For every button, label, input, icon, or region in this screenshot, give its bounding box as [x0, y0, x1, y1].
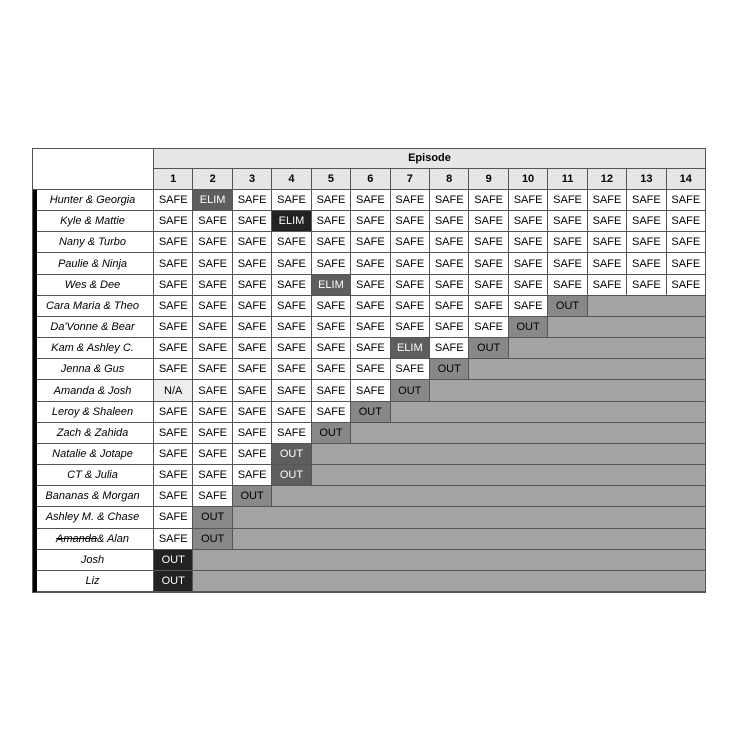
header-corner — [32, 148, 154, 190]
result-cell: SAFE — [193, 423, 232, 444]
eliminated-fill — [469, 359, 706, 380]
result-cell: SAFE — [193, 296, 232, 317]
result-cell: SAFE — [430, 317, 469, 338]
result-cell: SAFE — [509, 296, 548, 317]
eliminated-fill — [233, 529, 706, 550]
team-marker — [32, 444, 37, 465]
result-cell: SAFE — [548, 232, 587, 253]
result-cell: SAFE — [627, 232, 666, 253]
result-cell: SAFE — [509, 232, 548, 253]
result-cell: SAFE — [351, 190, 390, 211]
team-name: Amanda & Josh — [32, 380, 154, 401]
result-cell: SAFE — [272, 317, 311, 338]
result-cell: SAFE — [154, 444, 193, 465]
result-cell: SAFE — [391, 275, 430, 296]
result-cell: OUT — [430, 359, 469, 380]
eliminated-fill — [391, 402, 706, 423]
result-cell: SAFE — [509, 253, 548, 274]
team-marker — [32, 529, 37, 550]
episode-number-6: 6 — [351, 169, 390, 190]
eliminated-fill — [588, 296, 706, 317]
result-cell: OUT — [193, 507, 232, 528]
result-cell: SAFE — [154, 317, 193, 338]
result-cell: SAFE — [469, 275, 508, 296]
eliminated-fill — [272, 486, 706, 507]
result-cell: SAFE — [193, 402, 232, 423]
result-cell: SAFE — [667, 211, 706, 232]
result-cell: SAFE — [233, 275, 272, 296]
result-cell: SAFE — [233, 380, 272, 401]
team-name: Bananas & Morgan — [32, 486, 154, 507]
result-cell: SAFE — [154, 338, 193, 359]
result-cell: SAFE — [233, 317, 272, 338]
result-cell: SAFE — [509, 190, 548, 211]
result-cell: SAFE — [588, 253, 627, 274]
result-cell: ELIM — [312, 275, 351, 296]
episode-number-2: 2 — [193, 169, 232, 190]
team-marker — [32, 486, 37, 507]
result-cell: SAFE — [430, 211, 469, 232]
result-cell: SAFE — [154, 423, 193, 444]
result-cell: SAFE — [391, 232, 430, 253]
result-cell: OUT — [351, 402, 390, 423]
result-cell: SAFE — [430, 296, 469, 317]
result-cell: SAFE — [627, 275, 666, 296]
episode-number-8: 8 — [430, 169, 469, 190]
team-marker — [32, 338, 37, 359]
result-cell: SAFE — [233, 338, 272, 359]
result-cell: SAFE — [312, 296, 351, 317]
team-marker — [32, 275, 37, 296]
result-cell: SAFE — [312, 317, 351, 338]
results-table — [32, 148, 706, 593]
team-name: Zach & Zahida — [32, 423, 154, 444]
team-marker — [32, 423, 37, 444]
result-cell: SAFE — [154, 529, 193, 550]
result-cell: SAFE — [193, 380, 232, 401]
team-marker — [32, 465, 37, 486]
result-cell: SAFE — [154, 402, 193, 423]
result-cell: SAFE — [351, 359, 390, 380]
team-name: Da'Vonne & Bear — [32, 317, 154, 338]
result-cell: SAFE — [193, 211, 232, 232]
result-cell: SAFE — [193, 338, 232, 359]
episode-number-5: 5 — [312, 169, 351, 190]
result-cell: SAFE — [469, 296, 508, 317]
eliminated-fill — [430, 380, 706, 401]
result-cell: SAFE — [667, 232, 706, 253]
result-cell: SAFE — [667, 190, 706, 211]
result-cell: SAFE — [312, 190, 351, 211]
result-cell: SAFE — [469, 253, 508, 274]
result-cell: SAFE — [272, 423, 311, 444]
result-cell: SAFE — [469, 232, 508, 253]
episode-number-1: 1 — [154, 169, 193, 190]
result-cell: SAFE — [233, 211, 272, 232]
result-cell: SAFE — [193, 232, 232, 253]
episode-number-12: 12 — [588, 169, 627, 190]
team-name: Jenna & Gus — [32, 359, 154, 380]
result-cell: SAFE — [233, 402, 272, 423]
result-cell: SAFE — [667, 253, 706, 274]
eliminated-fill — [193, 571, 706, 592]
result-cell: OUT — [272, 444, 311, 465]
team-name: Kam & Ashley C. — [32, 338, 154, 359]
result-cell: SAFE — [588, 211, 627, 232]
result-cell: SAFE — [154, 232, 193, 253]
result-cell: SAFE — [312, 359, 351, 380]
result-cell: SAFE — [430, 338, 469, 359]
result-cell: SAFE — [627, 190, 666, 211]
result-cell: N/A — [154, 380, 193, 401]
episode-number-3: 3 — [233, 169, 272, 190]
result-cell: OUT — [312, 423, 351, 444]
result-cell: SAFE — [154, 507, 193, 528]
team-marker — [32, 253, 37, 274]
result-cell: OUT — [548, 296, 587, 317]
result-cell: SAFE — [233, 444, 272, 465]
eliminated-fill — [312, 444, 706, 465]
result-cell: SAFE — [272, 402, 311, 423]
eliminated-fill — [312, 465, 706, 486]
team-name: Natalie & Jotape — [32, 444, 154, 465]
result-cell: SAFE — [627, 253, 666, 274]
result-cell: SAFE — [154, 275, 193, 296]
result-cell: SAFE — [627, 211, 666, 232]
result-cell: SAFE — [272, 232, 311, 253]
team-name: Ashley M. & Chase — [32, 507, 154, 528]
result-cell: SAFE — [233, 253, 272, 274]
result-cell: OUT — [272, 465, 311, 486]
result-cell: SAFE — [154, 211, 193, 232]
result-cell: SAFE — [351, 253, 390, 274]
result-cell: SAFE — [312, 338, 351, 359]
eliminated-fill — [193, 550, 706, 571]
episode-number-14: 14 — [667, 169, 706, 190]
team-name: CT & Julia — [32, 465, 154, 486]
team-marker — [32, 550, 37, 571]
result-cell: SAFE — [351, 296, 390, 317]
result-cell: SAFE — [272, 296, 311, 317]
team-name: Nany & Turbo — [32, 232, 154, 253]
result-cell: SAFE — [430, 190, 469, 211]
team-marker — [32, 211, 37, 232]
team-marker — [32, 190, 37, 211]
result-cell: SAFE — [391, 317, 430, 338]
result-cell: OUT — [193, 529, 232, 550]
team-marker — [32, 296, 37, 317]
result-cell: SAFE — [154, 465, 193, 486]
result-cell: SAFE — [233, 423, 272, 444]
result-cell: SAFE — [272, 253, 311, 274]
result-cell: SAFE — [312, 253, 351, 274]
result-cell: SAFE — [548, 253, 587, 274]
result-cell: SAFE — [312, 380, 351, 401]
result-cell: OUT — [469, 338, 508, 359]
result-cell: SAFE — [193, 253, 232, 274]
result-cell: SAFE — [667, 275, 706, 296]
team-marker — [32, 232, 37, 253]
team-name: Leroy & Shaleen — [32, 402, 154, 423]
team-marker — [32, 507, 37, 528]
result-cell: SAFE — [351, 275, 390, 296]
result-cell: SAFE — [312, 211, 351, 232]
result-cell: SAFE — [548, 275, 587, 296]
team-name: Liz — [32, 571, 154, 592]
team-name: Kyle & Mattie — [32, 211, 154, 232]
result-cell: SAFE — [548, 211, 587, 232]
result-cell: SAFE — [391, 253, 430, 274]
result-cell: SAFE — [588, 232, 627, 253]
result-cell: SAFE — [233, 465, 272, 486]
result-cell: SAFE — [272, 275, 311, 296]
team-name: Hunter & Georgia — [32, 190, 154, 211]
result-cell: SAFE — [312, 232, 351, 253]
team-name: Wes & Dee — [32, 275, 154, 296]
result-cell: SAFE — [312, 402, 351, 423]
result-cell: SAFE — [509, 211, 548, 232]
result-cell: SAFE — [391, 296, 430, 317]
team-marker — [32, 359, 37, 380]
result-cell: OUT — [154, 550, 193, 571]
result-cell: SAFE — [154, 486, 193, 507]
result-cell: SAFE — [469, 211, 508, 232]
result-cell: SAFE — [233, 359, 272, 380]
result-cell: SAFE — [351, 317, 390, 338]
result-cell: SAFE — [351, 232, 390, 253]
result-cell: SAFE — [351, 380, 390, 401]
result-cell: SAFE — [193, 359, 232, 380]
result-cell: SAFE — [351, 211, 390, 232]
team-name: Josh — [32, 550, 154, 571]
episode-number-11: 11 — [548, 169, 587, 190]
episode-number-4: 4 — [272, 169, 311, 190]
result-cell: SAFE — [154, 253, 193, 274]
eliminated-fill — [233, 507, 706, 528]
result-cell: OUT — [391, 380, 430, 401]
team-marker — [32, 571, 37, 592]
result-cell: SAFE — [272, 380, 311, 401]
result-cell: ELIM — [391, 338, 430, 359]
result-cell: OUT — [509, 317, 548, 338]
episode-number-7: 7 — [391, 169, 430, 190]
result-cell: OUT — [233, 486, 272, 507]
result-cell: OUT — [154, 571, 193, 592]
result-cell: SAFE — [391, 211, 430, 232]
result-cell: SAFE — [272, 338, 311, 359]
eliminated-fill — [509, 338, 706, 359]
result-cell: SAFE — [233, 296, 272, 317]
result-cell: SAFE — [469, 190, 508, 211]
result-cell: SAFE — [233, 190, 272, 211]
result-cell: ELIM — [193, 190, 232, 211]
result-cell: SAFE — [272, 359, 311, 380]
team-marker — [32, 317, 37, 338]
result-cell: SAFE — [193, 465, 232, 486]
team-name: Paulie & Ninja — [32, 253, 154, 274]
eliminated-fill — [351, 423, 706, 444]
episode-number-13: 13 — [627, 169, 666, 190]
result-cell: SAFE — [430, 275, 469, 296]
result-cell: SAFE — [588, 190, 627, 211]
episode-number-9: 9 — [469, 169, 508, 190]
result-cell: SAFE — [548, 190, 587, 211]
result-cell: SAFE — [193, 486, 232, 507]
result-cell: SAFE — [193, 275, 232, 296]
eliminated-fill — [548, 317, 706, 338]
result-cell: SAFE — [430, 232, 469, 253]
result-cell: SAFE — [351, 338, 390, 359]
team-name: Cara Maria & Theo — [32, 296, 154, 317]
team-name-struck: Amanda — [56, 532, 97, 545]
result-cell: SAFE — [430, 253, 469, 274]
result-cell: SAFE — [469, 317, 508, 338]
team-name — [32, 529, 154, 550]
result-cell: SAFE — [154, 359, 193, 380]
result-cell: SAFE — [154, 190, 193, 211]
result-cell: SAFE — [233, 232, 272, 253]
result-cell: SAFE — [509, 275, 548, 296]
result-cell: SAFE — [193, 317, 232, 338]
result-cell: SAFE — [193, 444, 232, 465]
result-cell: SAFE — [272, 190, 311, 211]
result-cell: ELIM — [272, 211, 311, 232]
result-cell: SAFE — [391, 359, 430, 380]
result-cell: SAFE — [588, 275, 627, 296]
episode-header-label: Episode — [154, 148, 706, 169]
team-marker — [32, 380, 37, 401]
team-marker — [32, 402, 37, 423]
team-name-rest: & Alan — [96, 532, 129, 545]
result-cell: SAFE — [154, 296, 193, 317]
result-cell: SAFE — [391, 190, 430, 211]
episode-number-10: 10 — [509, 169, 548, 190]
